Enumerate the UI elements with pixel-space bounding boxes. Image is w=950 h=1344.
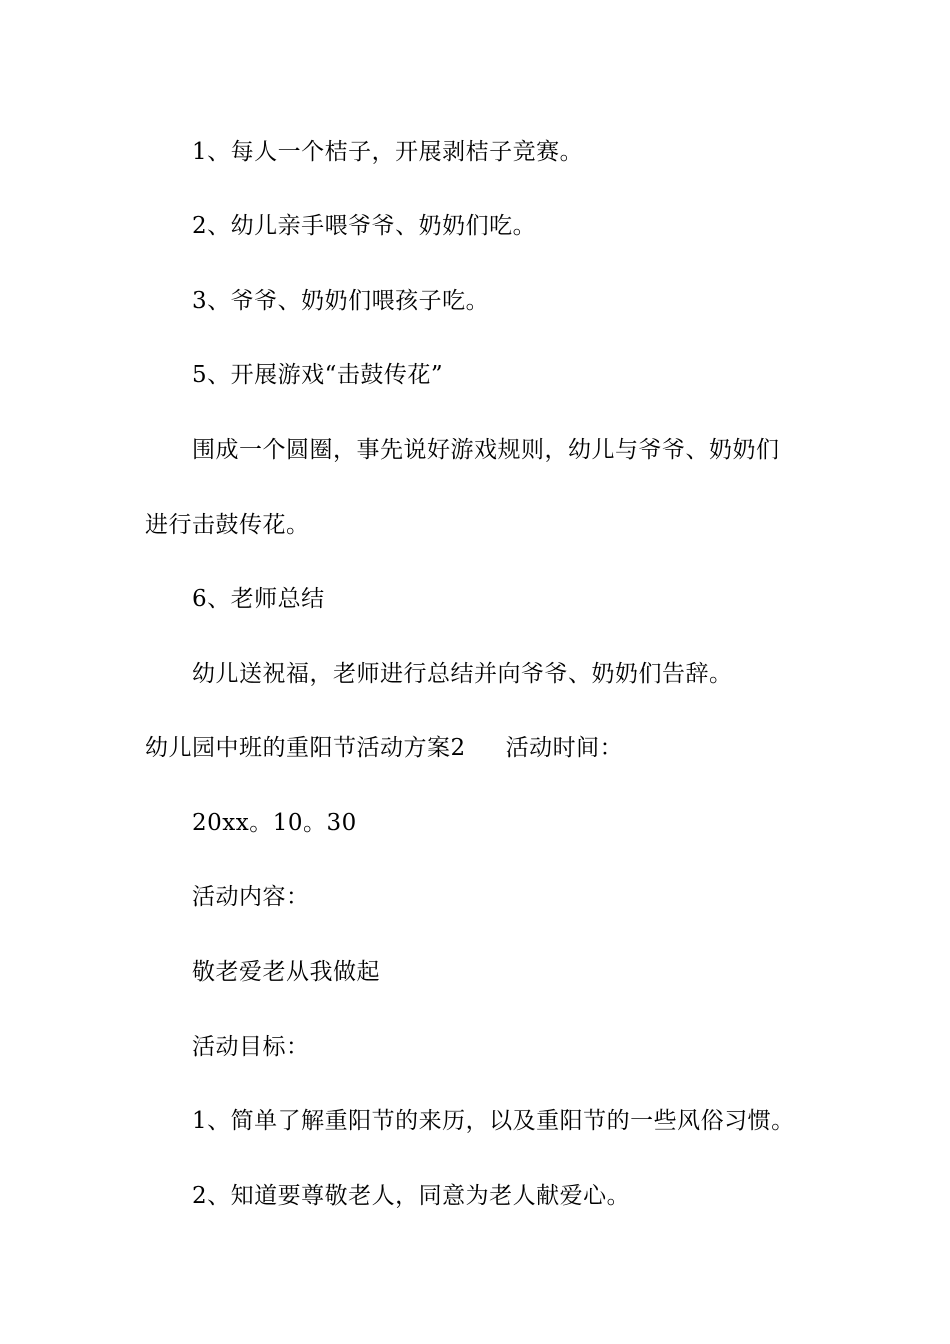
paragraph-game-rules: 围成一个圆圈，事先说好游戏规则，幼儿与爷爷、奶奶们 bbox=[192, 437, 780, 463]
paragraph-item-1: 1、每人一个桔子，开展剥桔子竞赛。 bbox=[192, 139, 584, 165]
activity-content-label: 活动内容： bbox=[192, 884, 310, 910]
activity-date: 20xx。10。30 bbox=[192, 810, 357, 836]
activity-time-label: 活动时间： bbox=[505, 735, 624, 761]
paragraph-item-3: 3、爷爷、奶奶们喂孩子吃。 bbox=[192, 288, 490, 314]
goal-item-2: 2、知道要尊敬老人，同意为老人献爱心。 bbox=[192, 1183, 631, 1209]
paragraph-game-rules-cont: 进行击鼓传花。 bbox=[145, 512, 310, 538]
section-title: 幼儿园中班的重阳节活动方案2 bbox=[145, 735, 466, 761]
paragraph-closing: 幼儿送祝福，老师进行总结并向爷爷、奶奶们告辞。 bbox=[192, 661, 733, 687]
activity-content-text: 敬老爱老从我做起 bbox=[192, 959, 380, 985]
goal-item-1: 1、简单了解重阳节的来历，以及重阳节的一些风俗习惯。 bbox=[192, 1108, 795, 1134]
paragraph-item-5: 5、开展游戏“击鼓传花” bbox=[192, 362, 444, 388]
paragraph-item-2: 2、幼儿亲手喂爷爷、奶奶们吃。 bbox=[192, 213, 537, 239]
activity-goals-label: 活动目标： bbox=[192, 1034, 310, 1060]
section-heading-row bbox=[145, 733, 623, 763]
paragraph-item-6: 6、老师总结 bbox=[192, 586, 325, 612]
